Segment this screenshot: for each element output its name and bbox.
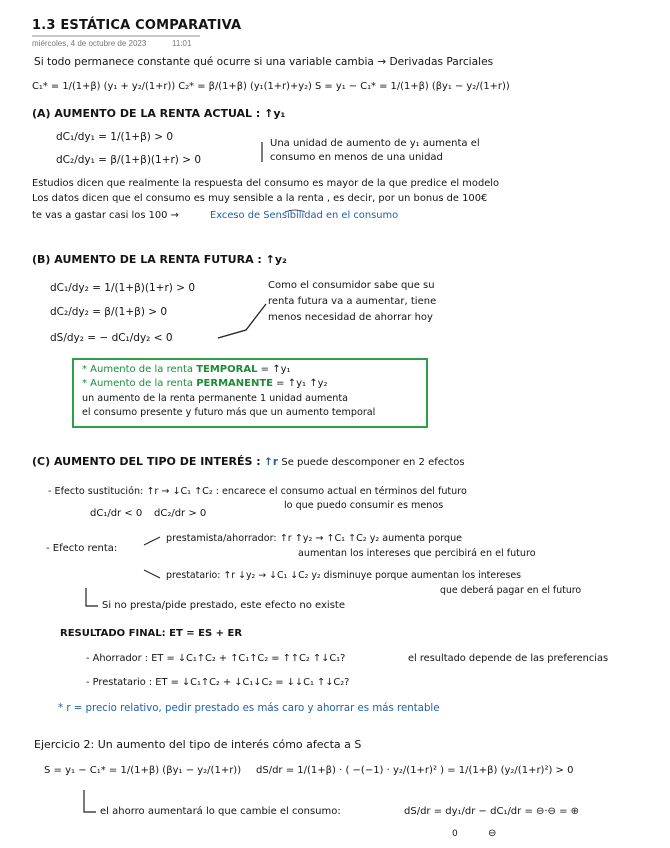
sust-line2: lo que puedo consumir es menos (284, 500, 444, 511)
section-a-note2: consumo en menos de una unidad (270, 152, 443, 163)
section-a-title: (A) AUMENTO DE LA RENTA ACTUAL : ↑y₁ (32, 107, 286, 120)
section-a-para2: Los datos dicen que el consumo es muy sensible a la renta , es decir, por un bonus de 100€ (32, 193, 488, 204)
section-b-eq2: dC₂/dy₂ = β/(1+β) > 0 (50, 306, 168, 318)
section-c-title: (C) AUMENTO DEL TIPO DE INTERÉS : (32, 455, 261, 468)
ahorrador-note: el resultado depende de las preferencias (408, 653, 609, 664)
exercise-eq3: dS/dr = dy₁/dr − dC₁/dr = ⊖·⊖ = ⊕ (404, 806, 580, 817)
section-b-eq1: dC₁/dy₂ = 1/(1+β)(1+r) > 0 (50, 282, 196, 294)
section-b-note1: Como el consumidor sabe que su (268, 280, 435, 291)
page-title: 1.3 ESTÁTICA COMPARATIVA (32, 18, 242, 33)
exercise-note: el ahorro aumentará lo que cambie el consumo: (100, 806, 341, 817)
sust-line1: - Efecto sustitución: ↑r → ↓C₁ ↑C₂ : encarece el consumo actual en términos del futuro (48, 486, 467, 497)
box-line1-lead: * Aumento de la renta (82, 364, 194, 375)
section-b-note2: renta futura va a aumentar, tiene (268, 296, 437, 307)
exercise-eq1: S = y₁ − C₁* = 1/(1+β) (βy₁ − y₂/(1+r)) (44, 765, 242, 776)
box-line1 (82, 364, 291, 376)
prestamista-line2: aumentan los intereses que percibirá en el futuro (298, 548, 536, 559)
no-presta-note: Si no presta/pide prestado, este efecto no existe (102, 600, 345, 611)
prestamista-line1: prestamista/ahorrador: ↑r ↑y₂ → ↑C₁ ↑C₂ y₂ aumenta porque (166, 533, 463, 544)
box-line2-lead: * Aumento de la renta (82, 378, 194, 389)
exercise-eq2: dS/dr = 1/(1+β) · ( −(−1) · y₂/(1+r)² ) = 1/(1+β) (y₂/(1+r)²) > 0 (256, 765, 574, 776)
resultado-final: RESULTADO FINAL: ET = ES + ER (60, 628, 243, 639)
prestatario-result: - Prestatario : ET = ↓C₁↑C₂ + ↓C₁↓C₂ = ↓↓C₁ ↑↓C₂? (86, 677, 350, 688)
box-line2 (82, 378, 328, 390)
note-date: miércoles, 4 de octubre de 2023 (32, 39, 147, 48)
section-a-note1: Una unidad de aumento de y₁ aumenta el (270, 138, 480, 149)
box-line2-rest: = ↑y₁ ↑y₂ (276, 378, 328, 389)
exercise-title: Ejercicio 2: Un aumento del tipo de interés cómo afecta a S (34, 738, 362, 751)
prestatario-line2: que deberá pagar en el futuro (440, 585, 582, 596)
temporal-label: TEMPORAL (196, 364, 258, 375)
section-c-title-rest: Se puede descomponer en 2 efectos (281, 457, 465, 468)
intro-formulas: C₁* = 1/(1+β) (y₁ + y₂/(1+r)) C₂* = β/(1+β) (y₁(1+r)+y₂) S = y₁ − C₁* = 1/(1+β) (βy₁ − y₂/(1+r)) (32, 81, 510, 92)
renta-label: - Efecto renta: (46, 543, 118, 554)
excess-sensitivity: Exceso de Sensibilidad en el consumo (210, 210, 399, 221)
section-a-para3: te vas a gastar casi los 100 → (32, 210, 179, 221)
section-b-note3: menos necesidad de ahorrar hoy (268, 312, 433, 323)
precio-relativo-note: * r = precio relativo, pedir prestado es más caro y ahorrar es más rentable (58, 703, 440, 714)
exercise-minus-mark: ⊖ (488, 828, 497, 839)
section-c-title-row (32, 456, 465, 469)
ahorrador-line: - Ahorrador : ET = ↓C₁↑C₂ + ↑C₁↑C₂ = ↑↑C₂ ↑↓C₁? (86, 653, 346, 664)
section-b-title: (B) AUMENTO DE LA RENTA FUTURA : ↑y₂ (32, 253, 287, 266)
permanente-label: PERMANENTE (196, 378, 273, 389)
exercise-zero-mark: 0 (452, 829, 458, 839)
prestatario-line1: prestatario: ↑r ↓y₂ → ↓C₁ ↓C₂ y₂ disminuye porque aumentan los intereses (166, 570, 522, 581)
section-a-eq1: dC₁/dy₁ = 1/(1+β) > 0 (56, 131, 174, 143)
section-a-para1: Estudios dicen que realmente la respuesta del consumo es mayor de la que predice el modelo (32, 178, 500, 189)
box-line1-rest: = ↑y₁ (260, 364, 291, 375)
deriv-c1-r: dC₁/dr < 0 (90, 508, 143, 519)
note-time: 11:01 (172, 39, 192, 48)
section-b-eq3: dS/dy₂ = − dC₁/dy₂ < 0 (50, 332, 173, 344)
box-line4: el consumo presente y futuro más que un aumento temporal (82, 407, 376, 418)
intro-line: Si todo permanece constante qué ocurre si una variable cambia → Derivadas Parciales (34, 56, 494, 68)
box-line3: un aumento de la renta permanente 1 unidad aumenta (82, 393, 349, 404)
section-a-eq2: dC₂/dy₁ = β/(1+β)(1+r) > 0 (56, 154, 202, 166)
section-c-arrow-r: ↑r (264, 456, 278, 468)
deriv-c2-r: dC₂/dr > 0 (154, 508, 207, 519)
